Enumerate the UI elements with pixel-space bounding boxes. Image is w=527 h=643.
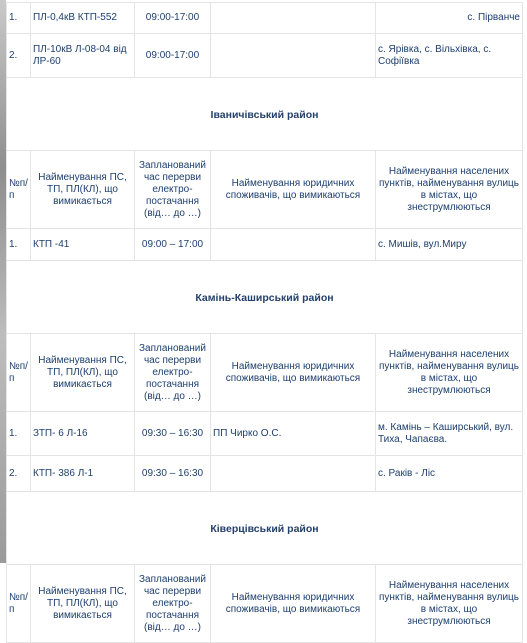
- outage-schedule-table: [6, 2, 523, 643]
- consumer: ПП Чирко О.С.: [211, 412, 376, 456]
- header-ps: Найменування ПС, ТП, ПЛ(КЛ), що вимикається: [31, 334, 135, 412]
- region-title: Іваничівський район: [7, 78, 523, 151]
- header-ps: Найменування ПС, ТП, ПЛ(КЛ), що вимикається: [31, 151, 135, 229]
- outage-time: 09:30 – 16:30: [135, 412, 211, 456]
- header-places: Найменування населених пунктів, найменування вулиць в містах, що знеструмлюються: [376, 334, 523, 412]
- places: с. Пірванче: [376, 3, 523, 34]
- ps-name: ЗТП- 6 Л-16: [31, 412, 135, 456]
- consumer: [211, 34, 376, 78]
- table-row: [7, 456, 523, 492]
- table-row: [7, 3, 523, 34]
- places: с. Мишів, вул.Миру: [376, 229, 523, 261]
- outage-time: 09:30 – 16:30: [135, 456, 211, 492]
- header-ps: Найменування ПС, ТП, ПЛ(КЛ), що вимикається: [31, 565, 135, 643]
- region-heading-row: [7, 261, 523, 334]
- outage-time: 09:00-17:00: [135, 3, 211, 34]
- places: м. Камінь – Каширський, вул. Тиха, Чапаєва.: [376, 412, 523, 456]
- region-title: Камінь-Каширський район: [7, 261, 523, 334]
- ps-name: КТП -41: [31, 229, 135, 261]
- region-heading-row: [7, 492, 523, 565]
- header-row: [7, 334, 523, 412]
- consumer: [211, 456, 376, 492]
- consumer: [211, 3, 376, 34]
- table-row: [7, 34, 523, 78]
- region-heading-row: [7, 78, 523, 151]
- outage-time: 09:00-17:00: [135, 34, 211, 78]
- places: с. Раків - Ліс: [376, 456, 523, 492]
- consumer: [211, 229, 376, 261]
- places: с. Ярівка, с. Вільхівка, с. Софіївка: [376, 34, 523, 78]
- row-number: 2.: [7, 34, 31, 78]
- header-num: №п/п: [7, 334, 31, 412]
- row-number: 1.: [7, 3, 31, 34]
- ps-name: ПЛ-0,4кВ КТП-552: [31, 3, 135, 34]
- header-row: [7, 151, 523, 229]
- header-consumers: Найменування юридичних споживачів, що вимикаються: [211, 151, 376, 229]
- header-places: Найменування населених пунктів, найменування вулиць в містах, що знеструмлюються: [376, 565, 523, 643]
- region-title: Ківерцівський район: [7, 492, 523, 565]
- table-row: [7, 229, 523, 261]
- ps-name: КТП- 386 Л-1: [31, 456, 135, 492]
- ps-name: ПЛ-10кВ Л-08-04 від ЛР-60: [31, 34, 135, 78]
- header-consumers: Найменування юридичних споживачів, що вимикаються: [211, 334, 376, 412]
- header-time: Запланований час перерви електро-постачання (від… до …): [135, 151, 211, 229]
- header-places: Найменування населених пунктів, найменування вулиць в містах, що знеструмлюються: [376, 151, 523, 229]
- row-number: 2.: [7, 456, 31, 492]
- table-row: [7, 412, 523, 456]
- header-num: №п/п: [7, 565, 31, 643]
- row-number: 1.: [7, 412, 31, 456]
- outage-time: 09:00 – 17:00: [135, 229, 211, 261]
- header-time: Запланований час перерви електро-постачання (від… до …): [135, 334, 211, 412]
- header-row: [7, 565, 523, 643]
- header-consumers: Найменування юридичних споживачів, що вимикаються: [211, 565, 376, 643]
- header-time: Запланований час перерви електро-постачання (від… до …): [135, 565, 211, 643]
- header-num: №п/п: [7, 151, 31, 229]
- row-number: 1.: [7, 229, 31, 261]
